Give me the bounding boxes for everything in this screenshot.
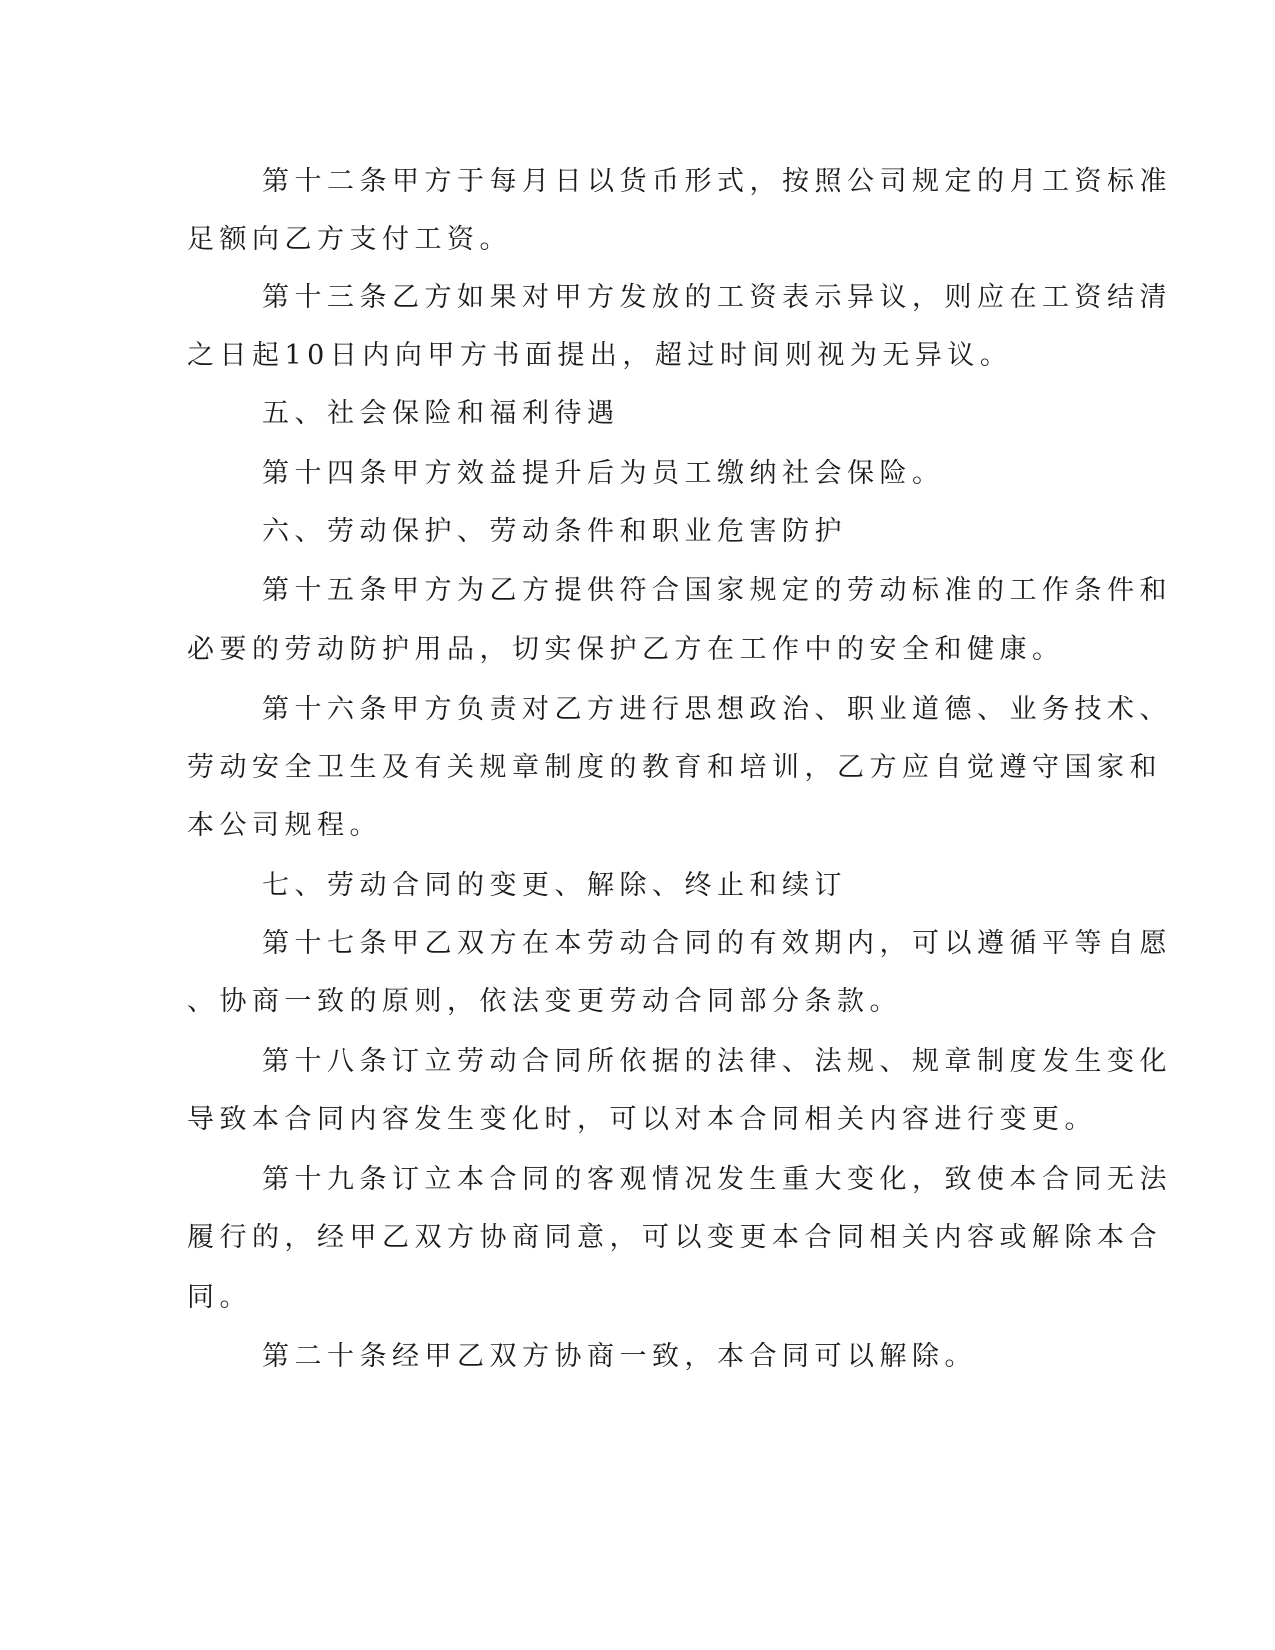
section-7-heading: 七、劳动合同的变更、解除、终止和续订 <box>262 870 847 901</box>
article-17-line-1: 第十七条甲乙双方在本劳动合同的有效期内，可以遵循平等自愿 <box>262 928 1172 959</box>
article-19-line-1: 第十九条订立本合同的客观情况发生重大变化，致使本合同无法 <box>262 1164 1172 1195</box>
section-6-heading: 六、劳动保护、劳动条件和职业危害防护 <box>262 516 847 547</box>
article-18-line-2: 导致本合同内容发生变化时，可以对本合同相关内容进行变更。 <box>187 1104 1097 1135</box>
article-15-line-1: 第十五条甲方为乙方提供符合国家规定的劳动标准的工作条件和 <box>262 575 1172 606</box>
article-15-line-2: 必要的劳动防护用品，切实保护乙方在工作中的安全和健康。 <box>187 634 1065 665</box>
article-20-line-1: 第二十条经甲乙双方协商一致，本合同可以解除。 <box>262 1341 977 1372</box>
article-13-line-2: 之日起10日内向甲方书面提出，超过时间则视为无异议。 <box>187 340 1013 371</box>
article-16-line-3: 本公司规程。 <box>187 810 382 841</box>
article-12-line-1: 第十二条甲方于每月日以货币形式，按照公司规定的月工资标准 <box>262 166 1172 197</box>
article-18-line-1: 第十八条订立劳动合同所依据的法律、法规、规章制度发生变化 <box>262 1046 1172 1077</box>
article-12-line-2: 足额向乙方支付工资。 <box>187 224 512 255</box>
article-13-line-1: 第十三条乙方如果对甲方发放的工资表示异议，则应在工资结清 <box>262 282 1172 313</box>
article-16-line-1: 第十六条甲方负责对乙方进行思想政治、职业道德、业务技术、 <box>262 694 1172 725</box>
article-16-line-2: 劳动安全卫生及有关规章制度的教育和培训，乙方应自觉遵守国家和 <box>187 752 1162 783</box>
article-14-line-1: 第十四条甲方效益提升后为员工缴纳社会保险。 <box>262 458 945 489</box>
article-19-line-2: 履行的，经甲乙双方协商同意，可以变更本合同相关内容或解除本合 <box>187 1222 1162 1253</box>
article-17-line-2: 、协商一致的原则，依法变更劳动合同部分条款。 <box>187 986 902 1017</box>
article-19-line-3: 同。 <box>187 1282 252 1313</box>
section-5-heading: 五、社会保险和福利待遇 <box>262 398 620 429</box>
